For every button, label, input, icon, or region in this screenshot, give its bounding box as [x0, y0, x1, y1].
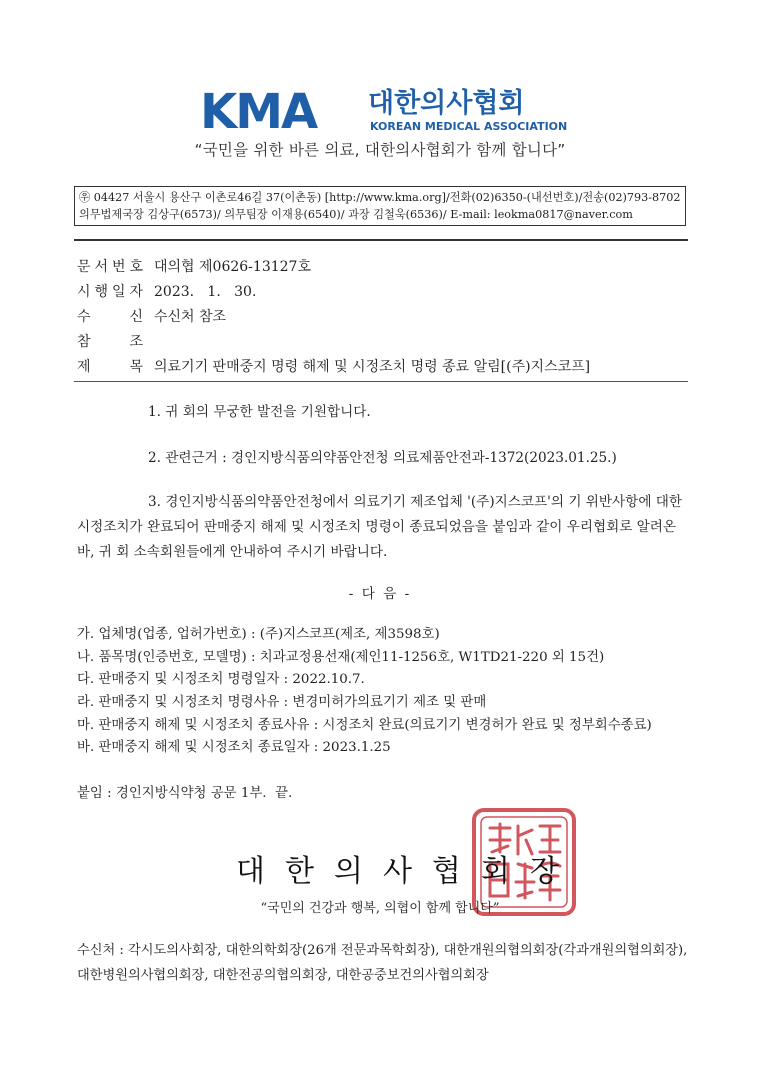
org-name-ko: 대한의사협회 [368, 88, 525, 119]
recipients-list: 수신처 : 각시도의사회장, 대한의학회장(26개 전문과목학회장), 대한개원의협의회장(각과개원의협의회장), 대한병원의사협의회장, 대한전공의협의회장, 대한공중보건의사협의회장 [77, 943, 688, 983]
meta-label: 참 조 [77, 334, 143, 350]
details-list [77, 624, 652, 760]
paragraph-3 [77, 490, 689, 565]
sender-title: 대한의사협회장 [236, 854, 579, 889]
meta-doc-number [77, 255, 692, 280]
meta-divider [74, 381, 688, 382]
contact-line-staff: 의무법제국장 김상구(6573)/ 의무팀장 이재용(6540)/ 과장 김철욱(6536)/ E-mail: leokma0817@naver.com [79, 208, 633, 221]
list-item: 나. 품목명(인증번호, 모델명) : 치과교정용선재(제인11-1256호, W1TD21-220 외 15건) [77, 649, 605, 665]
paragraph-3-text: 3. 경인지방식품의약품안전청에서 의료기기 제조업체 '(주)지스코프'의 기 위반사항에 대한 시정조치가 완료되어 판매중지 해제 및 시정조치 명령이 종료되었음을 붙임과 같이 우리협회로 알려온 바, 귀 회 소속회원들에게 안내하여 주시기 바랍니다. [77, 494, 683, 560]
slogan: “국민을 위한 바른 의료, 대한의사협회가 함께 합니다” [194, 141, 566, 159]
list-item: 마. 판매중지 해제 및 시정조치 종료사유 : 시정조치 완료(의료기기 변경허가 완료 및 정부회수종료) [77, 717, 652, 733]
paragraph-2: 2. 관련근거 : 경인지방식품의약품안전청 의료제품안전과-1372(2023.01.25.) [148, 450, 617, 466]
meta-reference [77, 330, 692, 355]
meta-label: 시 행 일 자 [77, 284, 143, 300]
list-item: 다. 판매중지 및 시정조치 명령일자 : 2022.10.7. [77, 672, 365, 688]
meta-recipient [77, 305, 692, 330]
list-item: 바. 판매중지 해제 및 시정조치 종료일자 : 2023.1.25 [77, 740, 391, 756]
org-name-en: KOREAN MEDICAL ASSOCIATION [370, 120, 568, 133]
meta-issue-date [77, 280, 692, 305]
document-meta [77, 255, 692, 380]
meta-value: 의료기기 판매중지 명령 해제 및 시정조치 명령 종료 알림[(주)지스코프] [154, 359, 591, 375]
kma-logo [200, 86, 580, 134]
list-item: 가. 업체명(업종, 업허가번호) : (주)지스코프(제조, 제3598호) [77, 627, 440, 642]
details-heading: - 다 음 - [348, 586, 412, 602]
meta-value: 2023. 1. 30. [154, 284, 257, 300]
meta-label: 문 서 번 호 [77, 259, 143, 275]
closing-slogan: “국민의 건강과 행복, 의협이 함께 합니다” [260, 901, 500, 916]
meta-value: 수신처 참조 [154, 309, 227, 325]
kma-logo-mark [200, 86, 580, 134]
contact-box [74, 186, 686, 226]
meta-label: 제 목 [77, 359, 143, 375]
contact-line-address: ㉾ 04427 서울시 용산구 이촌로46길 37(이촌동) [http://www.kma.org]/전화(02)6350-(내선번호)/전송(02)793-8702 [79, 191, 681, 204]
logo-text: KMA [200, 86, 317, 134]
meta-label: 수 신 [77, 309, 143, 325]
attachment-note: 붙임 : 경인지방식약청 공문 1부. 끝. [77, 786, 293, 801]
header-divider [74, 239, 688, 241]
meta-value: 대의협 제0626-13127호 [154, 259, 311, 275]
list-item: 라. 판매중지 및 시정조치 명령사유 : 변경미허가의료기기 제조 및 판매 [77, 695, 487, 711]
paragraph-1: 1. 귀 회의 무궁한 발전을 기원합니다. [148, 404, 371, 420]
meta-subject [77, 355, 692, 380]
